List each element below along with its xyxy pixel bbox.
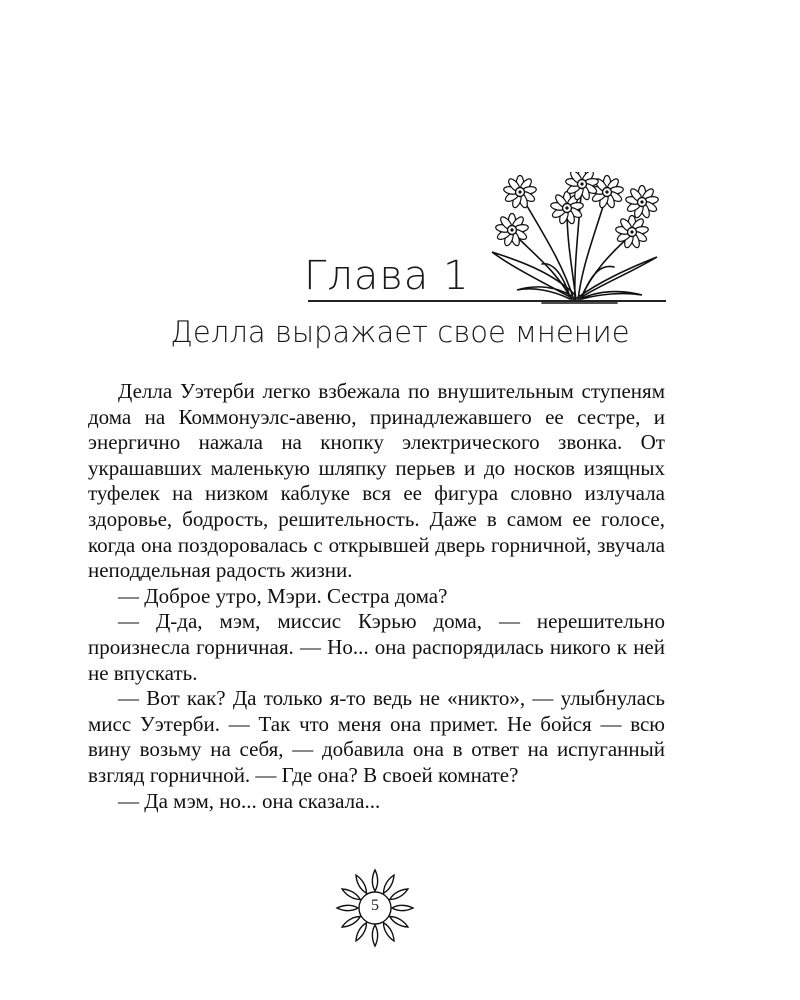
chapter-divider	[308, 300, 666, 302]
chapter-subtitle: Делла выражает свое мнение	[170, 315, 630, 349]
paragraph: — Вот как? Да только я-то ведь не «никто», — улыбнулась мисс Уэтерби. — Так что меня она примет. Не бойся — всю вину возьму на себя, — добавила она в ответ на испуганный взгляд горничной. — Где она? В своей комнате?	[88, 686, 665, 787]
paragraph: — Доброе утро, Мэри. Сестра дома?	[118, 583, 448, 608]
paragraph: Делла Уэтерби легко взбежала по внушительным ступеням дома на Коммонуэлс-авеню, принадлежавшего ее сестре, и энергично нажала на кнопку электрического звонка. От украшавших маленькую шляпку перьев и до носков изящных туфелек на низком каблуке вся ее фигура словно излучала здоровье, бодрость, решительность. Даже в самом ее голосе, когда она поздоровалась с открывшей дверь горничной, звучала неподдельная радость жизни.	[88, 379, 665, 583]
paragraph: — Д-да, мэм, миссис Кэрью дома, — нерешительно произнесла горничная. — Но... она распорядилась никого к ней не впускать.	[88, 609, 665, 685]
daisy-bouquet-icon	[482, 172, 672, 307]
page-number: 5	[371, 897, 379, 914]
chapter-body	[88, 379, 665, 814]
chapter-title: Глава 1	[304, 253, 470, 299]
paragraph: — Да мэм, но... она сказала...	[118, 788, 381, 813]
